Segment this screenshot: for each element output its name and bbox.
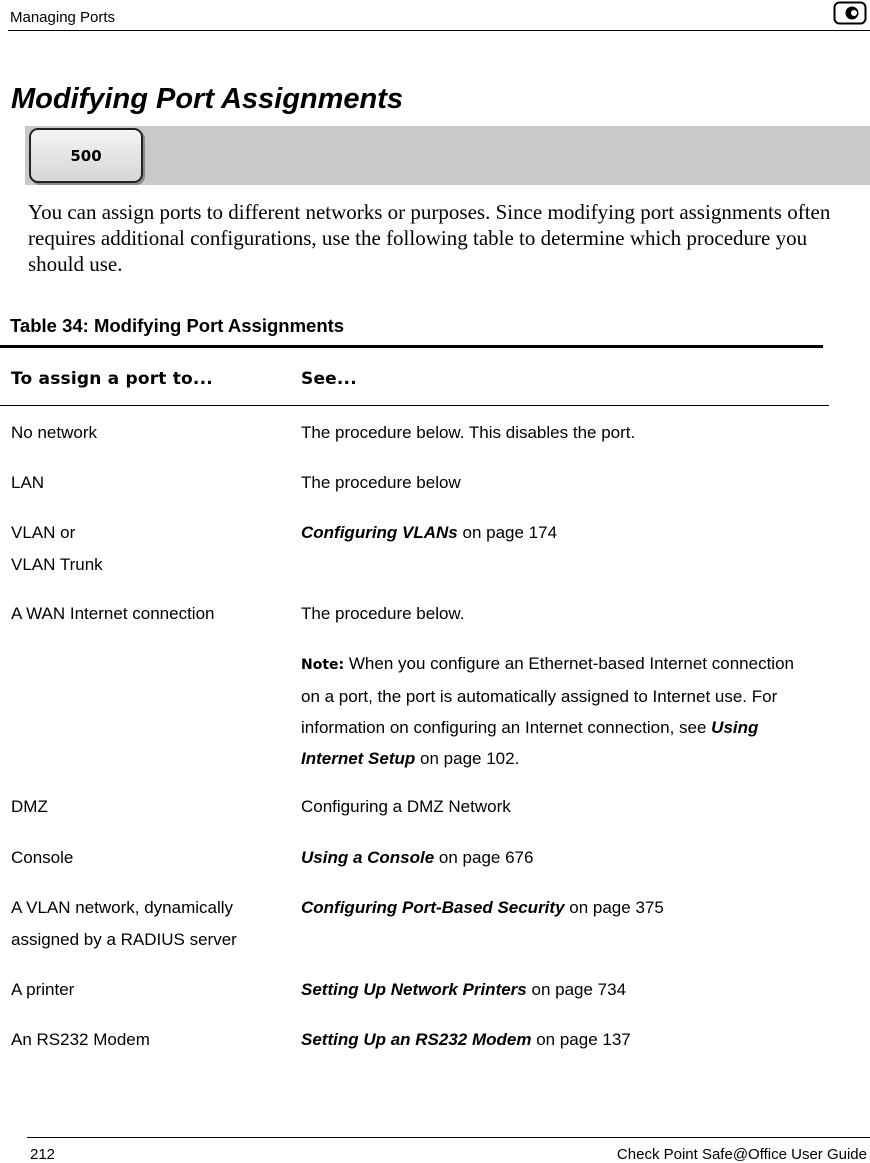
cross-reference-link[interactable]: Using a Console bbox=[301, 848, 435, 867]
table-row-see: The procedure below. This disables the port. bbox=[301, 423, 636, 442]
table-row-assign bbox=[11, 517, 276, 581]
assign-line: VLAN Trunk bbox=[11, 555, 103, 574]
table-row-assign: A WAN Internet connection bbox=[11, 604, 215, 623]
table-row-see bbox=[301, 892, 821, 924]
cross-reference-link[interactable]: Setting Up an RS232 Modem bbox=[301, 1030, 532, 1049]
assign-line: VLAN or bbox=[11, 523, 76, 542]
table-row-see bbox=[301, 842, 821, 874]
table-row-assign: No network bbox=[11, 423, 97, 442]
table-row-assign: A printer bbox=[11, 980, 75, 999]
header-rule bbox=[8, 30, 870, 31]
page-reference: on page 375 bbox=[569, 898, 664, 917]
page-reference: on page 676 bbox=[438, 848, 534, 867]
guide-title: Check Point Safe@Office User Guide bbox=[616, 1146, 867, 1163]
table-row-assign: LAN bbox=[11, 473, 45, 492]
column-header-assign: To assign a port to... bbox=[11, 369, 213, 389]
note-label: Note: bbox=[301, 657, 345, 673]
table-row-assign: DMZ bbox=[11, 797, 48, 816]
page-reference: on page 174 bbox=[462, 523, 558, 542]
table-header-rule bbox=[0, 405, 829, 406]
note bbox=[301, 648, 801, 774]
table-row-see bbox=[301, 974, 821, 1006]
page-number: 212 bbox=[30, 1146, 56, 1163]
check-point-logo-icon bbox=[833, 1, 867, 25]
cross-reference-link[interactable]: Configuring Port-Based Security bbox=[301, 898, 565, 917]
page-reference: on page 734 bbox=[531, 980, 627, 999]
running-header: Managing Ports bbox=[10, 9, 116, 26]
cross-reference-link[interactable]: Configuring VLANs bbox=[301, 523, 458, 542]
page-reference: on page 137 bbox=[536, 1030, 631, 1049]
model-badge: 500 bbox=[29, 128, 143, 183]
intro-paragraph: You can assign ports to different networks or purposes. Since modifying port assignments often requires additional configurations, use the following table to determine which procedure you should use. bbox=[28, 200, 831, 276]
table-row-see: The procedure below. bbox=[301, 604, 465, 623]
table-row-assign: Console bbox=[11, 848, 74, 867]
table-row-assign: An RS232 Modem bbox=[11, 1030, 150, 1049]
table-row-see bbox=[301, 1024, 821, 1056]
cross-reference-link[interactable]: Setting Up Network Printers bbox=[301, 980, 527, 999]
column-header-see: See... bbox=[301, 369, 357, 389]
table-row-see bbox=[301, 517, 821, 549]
table-caption: Table 34: Modifying Port Assignments bbox=[10, 315, 345, 336]
cross-reference-link[interactable]: Using Internet Setup bbox=[301, 718, 759, 768]
model-applicability-bar bbox=[25, 126, 870, 185]
table-top-rule bbox=[0, 345, 823, 348]
note-text: When you configure an Ethernet-based Internet connection on a port, the port is automatically assigned to Internet use. For information on configuring an Internet connection, see bbox=[301, 654, 794, 737]
table-row-assign: A VLAN network, dynamically assigned by a RADIUS server bbox=[11, 898, 237, 949]
table-row-see: Configuring a DMZ Network bbox=[301, 797, 511, 816]
table-row-see: The procedure below bbox=[301, 473, 461, 492]
page-reference: on page 102. bbox=[420, 749, 520, 768]
footer-rule bbox=[27, 1137, 870, 1138]
page-title: Modifying Port Assignments bbox=[11, 83, 404, 115]
